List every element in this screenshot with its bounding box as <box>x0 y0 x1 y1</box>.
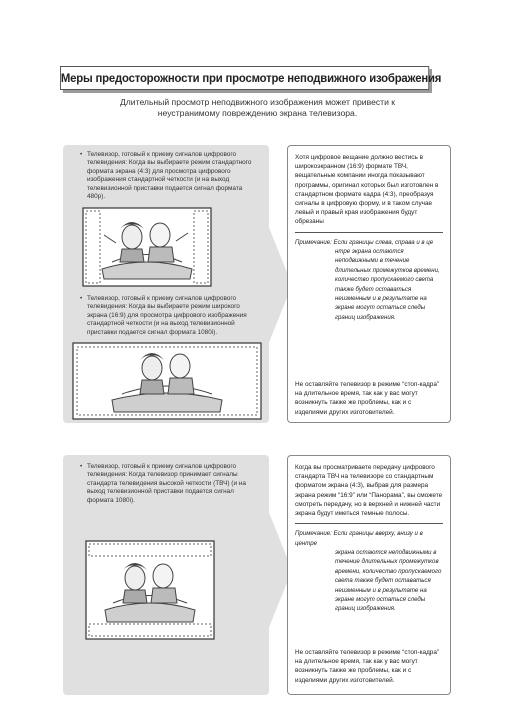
section1-warning: Не оставляйте телевизор в режиме “стоп-кадра” на длительное время, так как у вас могут возникнуть также же проблемы, как и с изделиями других изготовителей. <box>295 381 440 416</box>
section1-bullet-1 <box>80 151 257 201</box>
section1-bullet-1-text: Телевизор, готовый к приему сигналов цифрового телевидения: Когда вы выбираете режим стандартного формата экрана (4:3) для просмотра цифрового изображения стандартной четкости (и на выход телевизионной приставки подается сигнал формата 480р). <box>87 151 252 201</box>
section2-bullet-1-text: Телевизор, готовый к приему сигналов цифрового телевидения: Когда телевизор принимает сигналы стандарта телевидения высокой четкости (ТВЧ) (и на выход телевизионной приставки подается сигнал формата 1080i). <box>87 463 246 504</box>
section1-note-label: Примечание: <box>295 238 332 246</box>
section2-right-text: Когда вы просматриваете передачу цифрового стандарта ТВЧ на телевизоре со стандартным форматом экрана (4:3), выбрав для размера экрана режим “16:9” или “Панорама”, вы сможете смотреть передачу, но в верхней и нижней части экрана будут иметься темные полосы. <box>295 464 443 518</box>
section2-tv-illustration <box>85 540 215 640</box>
section1-tv-illustration-2 <box>72 342 262 420</box>
section2-warning: Не оставляйте телевизор в режиме “стоп-кадра” на длительное время, так как у вас могут возникнуть также же проблемы, как и с изделиями других изготовителей. <box>295 649 440 684</box>
section1-bullet-2 <box>80 295 257 337</box>
section2-note-first: Если границы вверху, внизу и в центре <box>295 530 423 547</box>
section1-right-panel <box>287 145 451 423</box>
section2-bullet-1 <box>80 463 257 505</box>
section1-right-text: Хотя цифровое вещание должно вестись в широкоэкранном (16:9) формате ТВЧ, вещательные компании иногда показывают программы, оригинал которых был изготовлен в стандартном формате кадра (4:3), преобразуя сигналы в цифровую форму, и в таком случае левый и правый края изображения будут обрезаны <box>295 154 439 226</box>
page-title: Меры предосторожности при просмотре неподвижного изображения <box>60 66 429 90</box>
bullet-dot-icon: • <box>80 295 83 302</box>
section1-tv-illustration-1 <box>82 207 212 287</box>
section2-right-panel <box>287 455 451 695</box>
section2-divider <box>295 523 443 524</box>
section2-note-label: Примечание: <box>295 530 332 538</box>
section1-bullet-2-text: Телевизор, готовый к приему сигналов цифрового телевидения: Когда вы выбираете режим широкого экрана (16:9) для просмотра цифрового изображения стандартной четкости (и на выход телевизионной приставки подается сигнал формата 1080i). <box>87 295 247 336</box>
bullet-dot-icon: • <box>80 151 83 158</box>
section1-note-first: Если границы слева, справа и в це <box>333 238 434 246</box>
section2-note-body: экрана остаются неподвижными в течение длительных промежутков времени, количество пропускаемого света также будет оставаться неизменным и в результате на экране могут остаться следы границ изображения. <box>335 549 442 613</box>
section2-note <box>295 529 443 614</box>
bullet-dot-icon: • <box>80 463 83 470</box>
section1-note <box>295 238 443 323</box>
section1-divider <box>295 232 443 233</box>
section1-note-body: нтре экрана остаются неподвижными в течение длительных промежутков времени, количество пропускаемого света также будет оставаться неизменным и в результате на экране могут остаться следы границ изображения. <box>335 248 440 321</box>
intro-text: Длительный просмотр неподвижного изображения может привести к неустранимому повреждению экрана телевизора. <box>119 97 396 118</box>
